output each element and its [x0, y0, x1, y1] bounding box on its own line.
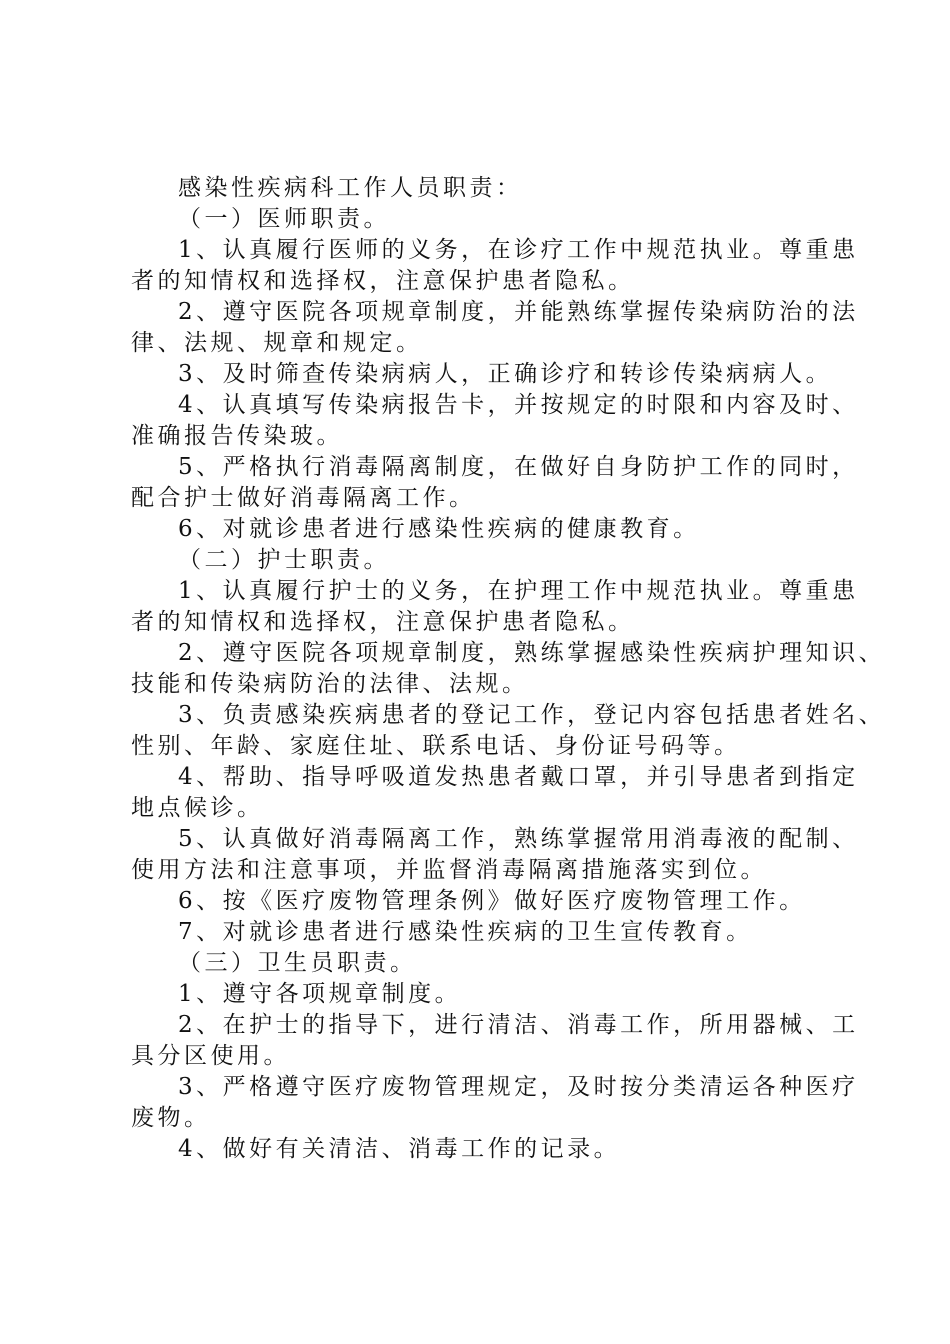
list-item-continuation: 废物。 [131, 1105, 211, 1131]
list-item: 5、严格执行消毒隔离制度，在做好自身防护工作的同时， [178, 454, 859, 480]
list-item: 1、认真履行医师的义务，在诊疗工作中规范执业。尊重患 [178, 237, 859, 263]
list-item-continuation: 地点候诊。 [131, 795, 264, 821]
list-item-continuation: 具分区使用。 [131, 1043, 290, 1069]
list-item: 6、对就诊患者进行感染性疾病的健康教育。 [178, 516, 700, 542]
list-item: 4、认真填写传染病报告卡，并按规定的时限和内容及时、 [178, 392, 859, 418]
list-item-continuation: 者的知情权和选择权，注意保护患者隐私。 [131, 268, 635, 294]
list-item: 5、认真做好消毒隔离工作，熟练掌握常用消毒液的配制、 [178, 826, 859, 852]
document-title: 感染性疾病科工作人员职责： [178, 175, 523, 201]
section-heading: （三）卫生员职责。 [178, 950, 417, 976]
document-body [131, 173, 886, 1165]
list-item: 4、做好有关清洁、消毒工作的记录。 [178, 1136, 621, 1162]
list-item: 7、对就诊患者进行感染性疾病的卫生宣传教育。 [178, 919, 753, 945]
list-item-continuation: 者的知情权和选择权，注意保护患者隐私。 [131, 609, 635, 635]
list-item: 2、遵守医院各项规章制度，并能熟练掌握传染病防治的法 [178, 299, 859, 325]
list-item-continuation: 技能和传染病防治的法律、法规。 [131, 671, 529, 697]
list-item-continuation: 律、法规、规章和规定。 [131, 330, 423, 356]
list-item: 6、按《医疗废物管理条例》做好医疗废物管理工作。 [178, 888, 806, 914]
list-item: 3、及时筛查传染病病人，正确诊疗和转诊传染病病人。 [178, 361, 833, 387]
section-heading: （二）护士职责。 [178, 547, 390, 573]
list-item: 2、遵守医院各项规章制度，熟练掌握感染性疾病护理知识、 [178, 640, 886, 666]
section-heading: （一）医师职责。 [178, 206, 390, 232]
list-item: 1、认真履行护士的义务，在护理工作中规范执业。尊重患 [178, 578, 859, 604]
list-item-continuation: 性别、年龄、家庭住址、联系电话、身份证号码等。 [131, 733, 741, 759]
list-item-continuation: 准确报告传染玻。 [131, 423, 343, 449]
list-item-continuation: 使用方法和注意事项，并监督消毒隔离措施落实到位。 [131, 857, 767, 883]
list-item: 1、遵守各项规章制度。 [178, 981, 462, 1007]
list-item: 2、在护士的指导下，进行清洁、消毒工作，所用器械、工 [178, 1012, 859, 1038]
list-item: 3、负责感染疾病患者的登记工作，登记内容包括患者姓名、 [178, 702, 886, 728]
list-item-continuation: 配合护士做好消毒隔离工作。 [131, 485, 476, 511]
list-item: 3、严格遵守医疗废物管理规定，及时按分类清运各种医疗 [178, 1074, 859, 1100]
list-item: 4、帮助、指导呼吸道发热患者戴口罩，并引导患者到指定 [178, 764, 859, 790]
